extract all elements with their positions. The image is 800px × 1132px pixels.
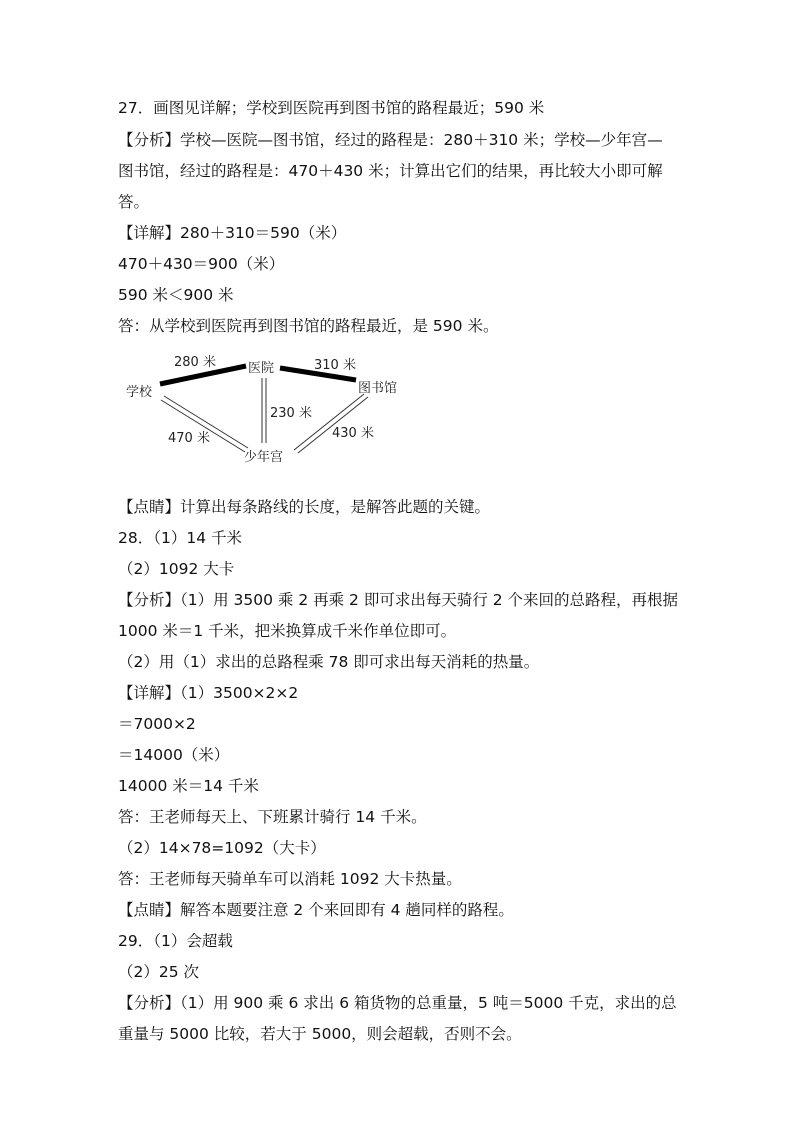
q28-analysis: 1000 米＝1 千米，把米换算成千米作单位即可。: [118, 622, 457, 640]
q29-answer: （2）25 次: [118, 963, 200, 981]
q28-analysis: 【分析】（1）用 3500 乘 2 再乘 2 即可求出每天骑行 2 个来回的总路程，再根据: [118, 591, 679, 609]
route-diagram: [118, 348, 418, 473]
q27-detail: 470＋430＝900（米）: [118, 255, 285, 273]
label-library: 图书馆: [358, 381, 398, 396]
route-library-palace: [294, 394, 364, 450]
q28-answer: 28．（1）14 千米: [118, 529, 242, 547]
label-hospital: 医院: [248, 361, 275, 376]
label-youth-palace: 少年宫: [244, 450, 284, 465]
q29-analysis: 重量与 5000 比较，若大于 5000，则会超载，否则不会。: [118, 1025, 522, 1043]
q28-analysis: （2）用（1）求出的总路程乘 78 即可求出每天消耗的热量。: [118, 653, 540, 671]
label-dist-school-palace: 470 米: [168, 431, 210, 446]
q27-analysis: 【分析】学校—医院—图书馆，经过的路程是：280＋310 米；学校—少年宫—: [118, 131, 663, 149]
label-dist-library-palace: 430 米: [332, 426, 374, 441]
q28-comment: 【点睛】解答本题要注意 2 个来回即有 4 趟同样的路程。: [118, 901, 514, 919]
label-dist-hospital-library: 310 米: [314, 358, 356, 373]
q27-analysis: 答。: [118, 193, 150, 211]
label-school: 学校: [126, 385, 153, 400]
q27-answer: 27．画图见详解；学校到医院再到图书馆的路程最近；590 米: [118, 99, 545, 117]
q28-detail: 答：王老师每天骑单车可以消耗 1092 大卡热量。: [118, 870, 462, 888]
q27-analysis: 图书馆，经过的路程是：470＋430 米；计算出它们的结果，再比较大小即可解: [118, 162, 663, 180]
label-dist-school-hospital: 280 米: [174, 355, 216, 370]
q28-detail: 14000 米＝14 千米: [118, 777, 259, 795]
q28-detail: （2）14×78=1092（大卡）: [118, 839, 326, 857]
q28-detail: ＝7000×2: [118, 715, 196, 733]
q29-analysis: 【分析】（1）用 900 乘 6 求出 6 箱货物的总重量，5 吨＝5000 千克，求出的总: [118, 994, 677, 1012]
q28-detail: ＝14000（米）: [118, 746, 230, 764]
q27-detail: 590 米＜900 米: [118, 286, 234, 304]
q28-answer: （2）1092 大卡: [118, 560, 235, 578]
q29-answer: 29．（1）会超载: [118, 932, 233, 950]
q28-detail: 【详解】（1）3500×2×2: [118, 684, 299, 702]
q28-detail: 答：王老师每天上、下班累计骑行 14 千米。: [118, 808, 427, 826]
q27-answer-text: 答：从学校到医院再到图书馆的路程最近，是 590 米。: [118, 317, 499, 335]
label-dist-hospital-palace: 230 米: [270, 406, 312, 421]
q27-detail: 【详解】280＋310＝590（米）: [118, 224, 347, 242]
q27-comment: 【点睛】计算出每条路线的长度，是解答此题的关键。: [118, 498, 491, 516]
